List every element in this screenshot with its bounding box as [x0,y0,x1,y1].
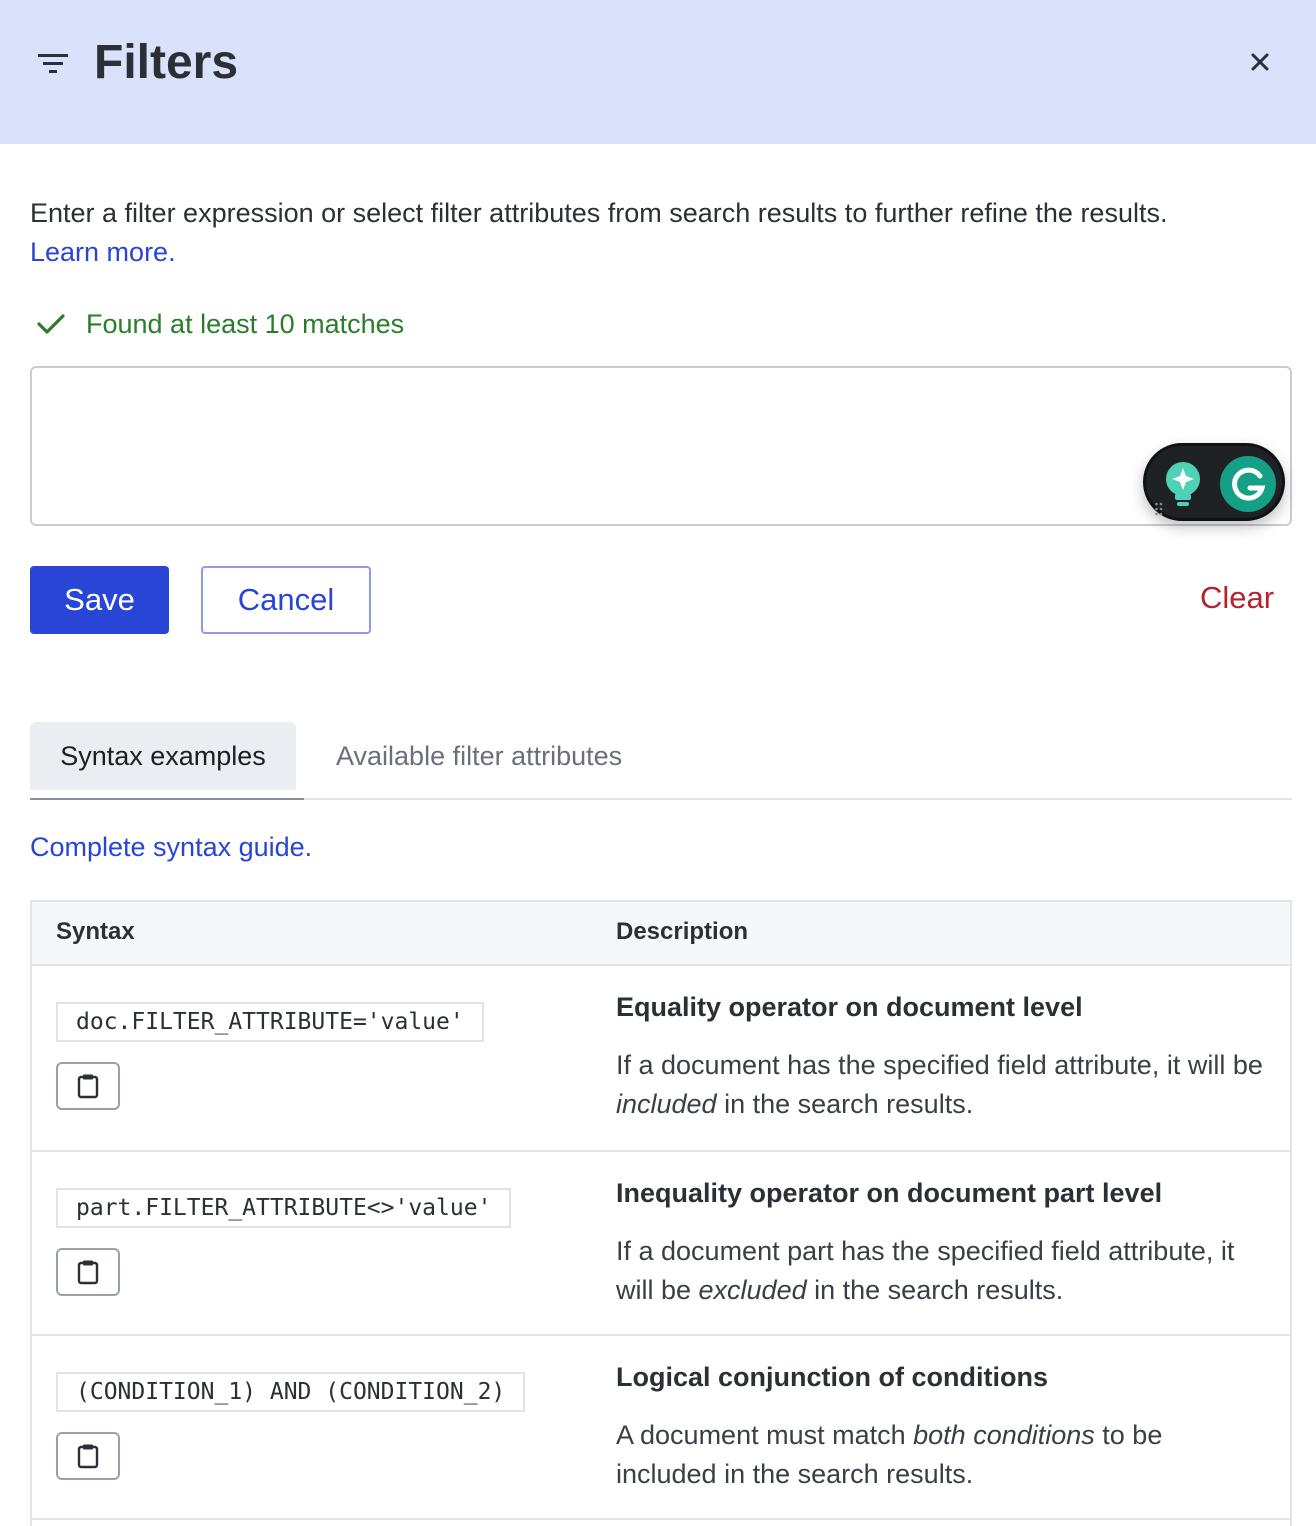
table-header [32,902,1290,966]
desc-text: A document must match [616,1420,914,1450]
column-header-syntax: Syntax [56,918,135,945]
copy-button[interactable] [56,1432,120,1480]
filter-lines-icon [36,50,72,78]
learn-more-link[interactable]: Learn more. [30,237,176,267]
table-row [32,1152,1290,1336]
clear-button[interactable]: Clear [1200,580,1275,615]
copy-button[interactable] [56,1248,120,1296]
row-description [616,1416,1266,1494]
table-row [32,966,1290,1152]
column-header-description: Description [616,918,749,945]
desc-text: If a document has the specified field attribute, it will be [616,1050,1263,1080]
filters-header [0,0,1316,144]
match-status [36,304,404,344]
syntax-guide-link[interactable]: Complete syntax guide. [30,832,313,862]
clipboard-icon [76,1073,100,1099]
intro-description: Enter a filter expression or select filter attributes from search results to further refine the results. [30,198,1168,228]
desc-emphasis: excluded [698,1275,807,1305]
clipboard-icon [76,1259,100,1285]
table-row [32,1336,1290,1520]
desc-text: If a document part has the specified field attribute, it will be [616,1236,1235,1305]
row-description [616,1232,1266,1310]
copy-button[interactable] [56,1062,120,1110]
desc-text: in the search results. [716,1089,974,1119]
intro-text [30,194,1292,272]
cancel-button[interactable]: Cancel [201,566,371,634]
syntax-code: part.FILTER_ATTRIBUTE<>'value' [56,1188,511,1228]
close-icon[interactable] [1244,46,1276,78]
check-icon [36,312,66,336]
row-title: Logical conjunction of conditions [616,1362,1048,1392]
save-button[interactable]: Save [30,566,169,634]
filter-expression-input[interactable] [30,366,1292,526]
grammarly-logo-icon[interactable] [1218,454,1278,514]
desc-text: to be included in the search results. [616,1420,1163,1489]
match-status-text: Found at least 10 matches [86,308,405,339]
grammarly-widget[interactable] [1143,443,1285,521]
clipboard-icon [76,1443,100,1469]
lightbulb-sparkle-icon[interactable] [1162,460,1204,510]
row-title: Equality operator on document level [616,992,1083,1022]
tab-syntax-examples[interactable]: Syntax examples [30,722,296,790]
tab-available-filter-attributes[interactable]: Available filter attributes [336,740,623,771]
syntax-code: (CONDITION_1) AND (CONDITION_2) [56,1372,525,1412]
row-description [616,1046,1266,1124]
syntax-table [30,900,1292,1526]
row-title: Inequality operator on document part level [616,1178,1163,1208]
desc-text: in the search results. [806,1275,1064,1305]
desc-emphasis: included [616,1089,717,1119]
desc-emphasis: both conditions [913,1420,1095,1450]
syntax-code: doc.FILTER_ATTRIBUTE='value' [56,1002,484,1042]
panel-title: Filters [94,36,239,89]
tab-bar [30,722,1292,800]
